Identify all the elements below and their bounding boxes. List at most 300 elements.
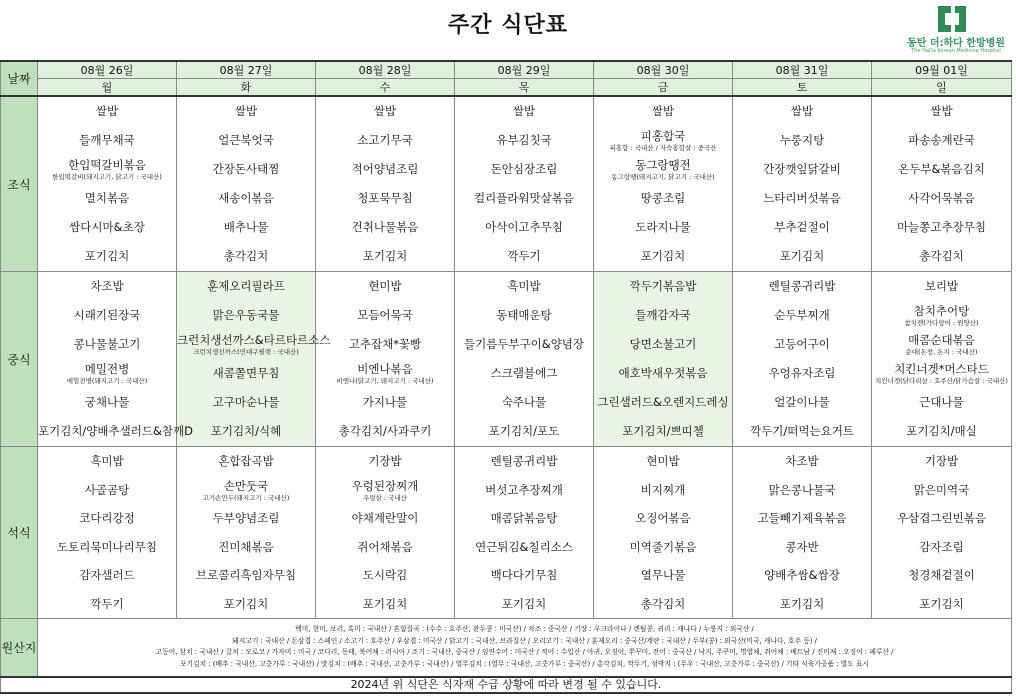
- menu-item: [733, 242, 871, 271]
- menu-item-name: 비지찌개: [640, 482, 686, 497]
- menu-item-name: 얼갈이나물: [774, 395, 830, 409]
- menu-item-name: 깍두기볶음밥: [629, 279, 697, 293]
- menu-item-name: 백다다기무침: [490, 568, 558, 582]
- menu-item: [872, 504, 1011, 533]
- menu-item: [316, 504, 454, 533]
- menu-item: [733, 590, 871, 619]
- menu-item-name: 렌틸콩귀리밥: [768, 279, 836, 293]
- weekly-menu-table: [0, 60, 1012, 694]
- menu-item: [177, 476, 315, 505]
- date-cell: 09월 01일: [872, 61, 1012, 79]
- menu-item-name: 포기김치/쁘띠첼: [622, 424, 704, 438]
- menu-item: [455, 533, 593, 562]
- menu-item-name: 한입떡갈비볶음: [68, 158, 146, 172]
- dinner-menu-cell: [733, 447, 872, 619]
- origin-line: 고등어, 삼치 : 국내산 / 갈치 : 모로코 / 가자미 : 미국 / 코다리, 동태, 북어채 : 러시아 / 조기 : 국내산, 중국산 / 임연수어 : 미국산 / 적어 : 수입산 / 아귀, 오징어, 쭈꾸미, 전어 : 중국산 / 낙지, 주꾸미, 명엽채, 쥐어채 : 베트남 / 진미채 : 오징어 : 페루산 /: [155, 648, 894, 657]
- menu-item-name: 도시락김: [362, 568, 408, 582]
- menu-item: [872, 155, 1011, 184]
- menu-item: [455, 126, 593, 155]
- menu-item: [594, 388, 732, 417]
- menu-item-name: 쌀밥: [790, 104, 814, 118]
- lunch-menu-cell: [38, 272, 194, 447]
- menu-item: [38, 301, 176, 330]
- menu-item: [316, 388, 454, 417]
- menu-item: [733, 359, 871, 388]
- menu-item: [733, 561, 871, 590]
- menu-item: [177, 561, 315, 590]
- menu-item-name: 사각어묵볶음: [908, 191, 975, 205]
- menu-item-name: 맑은미역국: [913, 482, 970, 497]
- menu-item-name: 청포묵무침: [357, 191, 413, 205]
- dinner-menu-cell: [177, 447, 316, 619]
- menu-item-name: 우렁된장찌개: [351, 478, 419, 493]
- menu-item: [316, 417, 454, 446]
- menu-item: [177, 388, 315, 417]
- menu-item-origin: 비엔나(닭고기, 돼지고기 : 국내산): [336, 377, 434, 385]
- menu-item: [316, 272, 454, 301]
- menu-item-name: 양배추쌈&쌈장: [764, 568, 840, 582]
- menu-item-origin: 고기손만두(돼지고기 : 국내산): [202, 493, 290, 502]
- menu-item: [733, 301, 871, 330]
- menu-item-name: 연근튀김&칠리소스: [475, 539, 573, 554]
- menu-item: [733, 330, 871, 359]
- dinner-menu-cell: [455, 447, 594, 619]
- menu-item: [455, 476, 593, 505]
- menu-item: [872, 126, 1011, 155]
- menu-item: [38, 388, 176, 417]
- menu-item: [177, 301, 315, 330]
- menu-item: [455, 330, 593, 359]
- weekday-cell: 수: [316, 79, 455, 97]
- menu-item: [594, 301, 732, 330]
- menu-item-name: 깍두기: [90, 596, 124, 611]
- menu-item: [872, 213, 1011, 242]
- menu-item-name: 콩자반: [785, 539, 819, 554]
- menu-item-name: 쌈다시마&초장: [69, 220, 145, 234]
- menu-item: [455, 388, 593, 417]
- menu-item-name: 고들빼기제육볶음: [757, 511, 847, 525]
- date-header: 날짜: [1, 61, 38, 96]
- menu-item-name: 마늘쫑고추장무침: [897, 220, 986, 234]
- menu-item-name: 들기름두부구이&양념장: [463, 337, 585, 351]
- origin-label: 원산지: [1, 619, 38, 677]
- menu-item-name: 애호박새우젓볶음: [618, 366, 708, 380]
- dinner-menu-cell: [872, 447, 1012, 619]
- menu-item-name: 쌀밥: [95, 104, 119, 118]
- menu-item: [733, 184, 871, 213]
- menu-item-name: 야채계란말이: [351, 511, 419, 525]
- menu-item-name: 우엉유자조림: [768, 366, 836, 380]
- lunch-menu-cell: [455, 272, 594, 447]
- menu-item-name: 스크램블에그: [490, 366, 558, 380]
- menu-item-name: 청경채겉절이: [908, 568, 975, 582]
- weekday-cell: 일: [872, 79, 1012, 97]
- menu-item: [38, 590, 176, 619]
- page-title: 주간 식단표: [448, 13, 568, 38]
- menu-item-name: 아삭이고추무침: [485, 220, 563, 234]
- menu-item: [594, 533, 732, 562]
- menu-item: [38, 561, 176, 590]
- menu-item-name: 컬리플라워맛살볶음: [474, 191, 574, 205]
- menu-item-name: 도라지나물: [635, 220, 691, 234]
- menu-item: [594, 272, 732, 301]
- menu-item-name: 매콤닭볶음탕: [490, 511, 558, 525]
- menu-item-name: 포기김치/포도: [488, 424, 560, 438]
- menu-item-name: 땅콩조림: [640, 191, 686, 205]
- menu-item: [733, 417, 871, 446]
- menu-item-name: 간장깻잎닭갈비: [763, 162, 841, 176]
- menu-item-name: 숙주나물: [501, 395, 547, 409]
- menu-item: [733, 447, 871, 476]
- menu-item: [872, 242, 1011, 271]
- lunch-menu-cell: [733, 272, 872, 447]
- menu-item: [733, 272, 871, 301]
- dinner-menu-cell: [594, 447, 733, 619]
- menu-item: [316, 476, 454, 505]
- hospital-name: 동탄 더:하다 한방병원: [907, 38, 1005, 49]
- menu-item-name: 감자조림: [919, 539, 964, 554]
- date-cell: 08월 27일: [177, 61, 316, 79]
- menu-item-name: 포기김치/양배추샐러드&참깨D: [38, 424, 194, 438]
- menu-item-origin: 치킨너겟(닭다리살 : 호주산/닭가슴살 : 국내산): [875, 377, 1008, 385]
- dinner-menu-cell: [38, 447, 177, 619]
- menu-item-name: 포기김치/매실: [906, 424, 977, 438]
- menu-item: [316, 590, 454, 619]
- menu-item-name: 유부김칫국: [496, 133, 552, 147]
- breakfast-menu-cell: [38, 96, 177, 272]
- menu-item: [594, 97, 732, 126]
- menu-item-name: 현미밥: [368, 279, 402, 293]
- menu-item-name: 쌀밥: [373, 104, 397, 118]
- menu-item: [38, 155, 176, 184]
- weekday-cell: 토: [733, 79, 872, 97]
- menu-item-name: 포기김치/식혜: [210, 424, 282, 438]
- menu-item-name: 그린샐러드&오렌지드레싱: [597, 395, 729, 409]
- menu-item: [38, 97, 176, 126]
- menu-item-name: 차조밥: [90, 279, 124, 293]
- menu-item: [38, 533, 176, 562]
- menu-item: [872, 561, 1011, 590]
- menu-item-origin: 참치캔(가다랑어 : 원양산): [904, 319, 979, 327]
- menu-item-name: 매콤순대볶음: [908, 333, 975, 347]
- menu-item: [177, 272, 315, 301]
- menu-item: [455, 155, 593, 184]
- menu-item: [872, 359, 1011, 388]
- menu-item: [733, 155, 871, 184]
- menu-item: [733, 476, 871, 505]
- menu-item-name: 손만둣국: [223, 478, 269, 493]
- date-cell: 08월 28일: [316, 61, 455, 79]
- menu-item-name: 건취나물볶음: [351, 220, 419, 234]
- menu-item-name: 동태매운탕: [496, 308, 552, 322]
- menu-item: [177, 242, 315, 271]
- date-cell: 08월 26일: [38, 61, 177, 79]
- menu-item-name: 흑미밥: [507, 279, 541, 293]
- menu-item-name: 고추잡채*꽃빵: [348, 337, 422, 351]
- menu-item-name: 크런치생선까스&타르타르소스: [177, 333, 331, 347]
- menu-item: [594, 184, 732, 213]
- menu-item: [38, 417, 194, 446]
- menu-item: [594, 359, 732, 388]
- breakfast-menu-cell: [177, 96, 316, 272]
- menu-item: [38, 272, 176, 301]
- menu-item-name: 미역줄기볶음: [629, 539, 697, 554]
- menu-item: [455, 590, 593, 619]
- menu-item-name: 시래기된장국: [73, 308, 141, 322]
- menu-item: [177, 155, 315, 184]
- menu-item: [872, 330, 1011, 359]
- menu-item-name: 비엔나볶음: [357, 362, 413, 376]
- weekday-cell: 목: [455, 79, 594, 97]
- menu-item-name: 포기김치: [919, 596, 964, 611]
- menu-item-name: 쌀밥: [651, 104, 675, 118]
- menu-item: [872, 533, 1011, 562]
- menu-item-name: 돈안심장조림: [490, 162, 558, 176]
- menu-item: [316, 184, 454, 213]
- menu-item-name: 사골곰탕: [84, 482, 130, 497]
- menu-item: [872, 97, 1011, 126]
- menu-item-name: 들깨무채국: [79, 133, 135, 147]
- menu-item-name: 고구마순나물: [212, 395, 280, 409]
- breakfast-menu-cell: [872, 96, 1012, 272]
- menu-item: [455, 97, 593, 126]
- menu-item-name: 들깨감자국: [635, 308, 691, 322]
- hospital-subtitle: The HaDa Korean Medicine Hospital: [911, 48, 1001, 54]
- origin-line: 백미, 현미, 보리, 흑미 : 국내산 / 혼합잡곡 : (수수 : 호주산, 완두콩 : 미국산) / 차조 : 중국산 / 기장 : 우크라이나 / 렌틸콩, 귀리 : 캐나다 / 누룽지 : 외국산 /: [295, 625, 754, 634]
- breakfast-menu-cell: [316, 96, 455, 272]
- menu-item-name: 맑은우동국물: [212, 308, 280, 322]
- menu-item: [455, 213, 593, 242]
- menu-item-name: 파송송계란국: [908, 133, 975, 147]
- menu-item-name: 기장밥: [924, 454, 959, 468]
- menu-item-name: 피홍합국: [640, 129, 686, 143]
- menu-item-name: 총각김치/사과쿠키: [338, 424, 432, 438]
- weekday-cell: 화: [177, 79, 316, 97]
- menu-item-name: 훈제오리필라프: [207, 279, 285, 293]
- menu-item: [177, 590, 315, 619]
- menu-item: [38, 447, 176, 476]
- menu-item: [594, 417, 732, 446]
- menu-item-name: 참치추어탕: [913, 304, 970, 318]
- menu-item-name: 혼합잡곡밥: [218, 454, 274, 468]
- dinner-menu-cell: [316, 447, 455, 619]
- weekday-cell: 금: [594, 79, 733, 97]
- menu-item-name: 콩나물불고기: [73, 337, 141, 351]
- menu-item-name: 우삼겹그린빈볶음: [897, 511, 986, 525]
- menu-item: [177, 213, 315, 242]
- menu-item-name: 포기김치: [779, 596, 825, 611]
- menu-item: [594, 476, 732, 505]
- menu-item: [594, 330, 732, 359]
- menu-item-name: 보리밥: [924, 279, 959, 293]
- menu-item-origin: 피홍합 : 국내산 / 자숙홍합살 : 중국산: [609, 144, 717, 152]
- menu-item: [316, 155, 454, 184]
- menu-item-name: 치킨너겟*머스타드: [894, 362, 989, 376]
- menu-item-name: 열무나물: [640, 568, 686, 582]
- date-cell: 08월 31일: [733, 61, 872, 79]
- menu-item-name: 포기김치: [640, 249, 686, 263]
- date-cell: 08월 30일: [594, 61, 733, 79]
- menu-item: [733, 388, 871, 417]
- menu-item-name: 고등어구이: [774, 337, 830, 351]
- menu-item-name: 가지나물: [362, 395, 408, 409]
- menu-item-name: 깍두기/떠먹는요거트: [750, 424, 854, 438]
- menu-item: [177, 533, 315, 562]
- menu-item: [38, 330, 176, 359]
- origin-line: 포기김치 : (배추 : 국내산, 고춧가루 : 국내산) / 맛김치 : (배추 : 국내산, 고춧가루 : 국내산) / 열무김치 : (열무 : 국내산, 고춧가루 : 중국산) / 총각김치, 깍두기, 섞박지 : (무우 : 국내산, 고춧가루 : 중국산) / 기타 식육가공품 : 별도 표시: [179, 659, 870, 668]
- breakfast-menu-cell: [733, 96, 872, 272]
- lunch-menu-cell: [594, 272, 733, 447]
- menu-item-name: 간장돈사태찜: [212, 162, 280, 176]
- menu-item: [177, 359, 315, 388]
- menu-item-name: 포기김치: [223, 596, 269, 611]
- menu-item: [594, 561, 732, 590]
- menu-item: [38, 476, 176, 505]
- menu-item-name: 메밀전병: [84, 362, 130, 376]
- menu-item: [733, 213, 871, 242]
- menu-item: [316, 97, 454, 126]
- menu-item-name: 소고기무국: [357, 133, 413, 147]
- menu-item: [455, 184, 593, 213]
- menu-item-name: 차조밥: [785, 454, 819, 468]
- menu-item: [872, 417, 1011, 446]
- menu-item-name: 포기김치: [84, 249, 130, 263]
- menu-item: [177, 504, 315, 533]
- menu-item-name: 동그랑땡전: [635, 158, 691, 172]
- menu-item-name: 진미채볶음: [218, 539, 274, 554]
- menu-item-name: 포기김치: [779, 249, 825, 263]
- menu-item: [316, 447, 454, 476]
- menu-item-name: 새송이볶음: [218, 191, 274, 205]
- menu-item: [872, 272, 1011, 301]
- menu-item: [455, 242, 593, 271]
- menu-item-name: 브로콜리흑임자무침: [196, 568, 296, 582]
- menu-item: [733, 533, 871, 562]
- origin-info: [38, 619, 1012, 677]
- hospital-logo: [902, 6, 1010, 56]
- menu-item: [177, 447, 315, 476]
- menu-item: [38, 126, 176, 155]
- menu-item: [872, 476, 1011, 505]
- menu-item: [872, 301, 1011, 330]
- menu-item-name: 누룽지탕: [779, 133, 825, 147]
- breakfast-menu-cell: [455, 96, 594, 272]
- menu-item: [872, 388, 1011, 417]
- menu-item-name: 기장밥: [368, 454, 402, 468]
- menu-item: [594, 213, 732, 242]
- menu-item-name: 부추겉절이: [774, 220, 830, 234]
- menu-item: [733, 126, 871, 155]
- menu-item: [316, 213, 454, 242]
- menu-item: [733, 504, 871, 533]
- lunch-menu-cell: [316, 272, 455, 447]
- dinner-label: 석식: [1, 447, 38, 619]
- menu-item: [594, 447, 732, 476]
- menu-item-origin: 순대(돈창, 돈지 : 국내산): [905, 348, 978, 356]
- menu-item: [316, 561, 454, 590]
- menu-item: [38, 242, 176, 271]
- menu-item-origin: 우렁살 : 국내산: [363, 493, 407, 502]
- menu-item-name: 얼큰북엇국: [218, 133, 274, 147]
- menu-item-name: 당면소불고기: [629, 337, 697, 351]
- menu-item: [455, 504, 593, 533]
- menu-item-name: 궁채나물: [84, 395, 130, 409]
- menu-item-origin: 메밀전병(돼지고기 : 국내산): [66, 377, 148, 385]
- menu-item-name: 감자샐러드: [79, 568, 135, 582]
- menu-item-origin: 한입떡갈비(돼지고기, 닭고기 : 국내산): [52, 173, 162, 181]
- lunch-menu-cell: [177, 272, 331, 447]
- menu-item-name: 쌀밥: [234, 104, 258, 118]
- menu-item: [316, 330, 454, 359]
- breakfast-menu-cell: [594, 96, 733, 272]
- menu-item-name: 맑은콩나물국: [768, 482, 836, 497]
- menu-item: [316, 359, 454, 388]
- menu-item: [455, 272, 593, 301]
- menu-item-name: 포기김치: [362, 249, 408, 263]
- menu-item: [316, 533, 454, 562]
- menu-item-name: 오징어볶음: [635, 511, 691, 525]
- menu-item-name: 총각김치: [223, 249, 269, 263]
- menu-item: [316, 301, 454, 330]
- menu-item-name: 모듬어묵국: [357, 308, 413, 322]
- menu-item-name: 포기김치: [501, 596, 547, 611]
- menu-item-name: 배추나물: [223, 220, 269, 234]
- menu-item-name: 적어양념조림: [351, 162, 419, 176]
- menu-item-name: 쌀밥: [512, 104, 536, 118]
- menu-item-name: 쌀밥: [930, 104, 953, 118]
- lunch-label: 중식: [1, 272, 38, 447]
- menu-item: [177, 184, 315, 213]
- menu-item: [455, 359, 593, 388]
- menu-item: [38, 213, 176, 242]
- menu-item: [455, 447, 593, 476]
- menu-item-origin: 크런치생선까스(민대구필렛 : 국내산): [193, 348, 299, 356]
- menu-item: [316, 242, 454, 271]
- menu-item: [872, 447, 1011, 476]
- date-cell: 08월 29일: [455, 61, 594, 79]
- menu-item: [177, 330, 331, 359]
- menu-item: [38, 184, 176, 213]
- menu-item-name: 멸치볶음: [84, 191, 130, 205]
- menu-item-name: 총각김치: [640, 596, 686, 611]
- menu-item-name: 도토리묵미나리무침: [57, 539, 157, 554]
- lunch-menu-cell: [872, 272, 1012, 447]
- hospital-logo-icon: [938, 6, 966, 32]
- menu-item-name: 순두부찌개: [774, 308, 830, 322]
- weekday-cell: 월: [38, 79, 177, 97]
- menu-item-name: 깍두기: [507, 249, 541, 263]
- menu-item-name: 총각김치: [919, 249, 964, 263]
- menu-item: [177, 417, 315, 446]
- menu-item-name: 두부양념조림: [212, 511, 280, 525]
- menu-item-name: 코다리강정: [79, 511, 135, 525]
- menu-item: [177, 126, 315, 155]
- menu-item-name: 느타리버섯볶음: [763, 191, 841, 205]
- menu-item-name: 쥐어채볶음: [357, 539, 413, 554]
- menu-item-name: 새콤쫄면무침: [212, 366, 280, 380]
- menu-item: [177, 97, 315, 126]
- menu-item-name: 포기김치: [362, 596, 408, 611]
- menu-item: [594, 590, 732, 619]
- menu-item: [594, 126, 732, 155]
- menu-item: [38, 359, 176, 388]
- menu-item: [872, 184, 1011, 213]
- menu-item-name: 근대나물: [919, 395, 964, 409]
- menu-item: [594, 504, 732, 533]
- menu-item-name: 렌틸콩귀리밥: [490, 454, 558, 468]
- menu-item: [594, 242, 732, 271]
- menu-item-name: 버섯고추장찌개: [485, 482, 563, 497]
